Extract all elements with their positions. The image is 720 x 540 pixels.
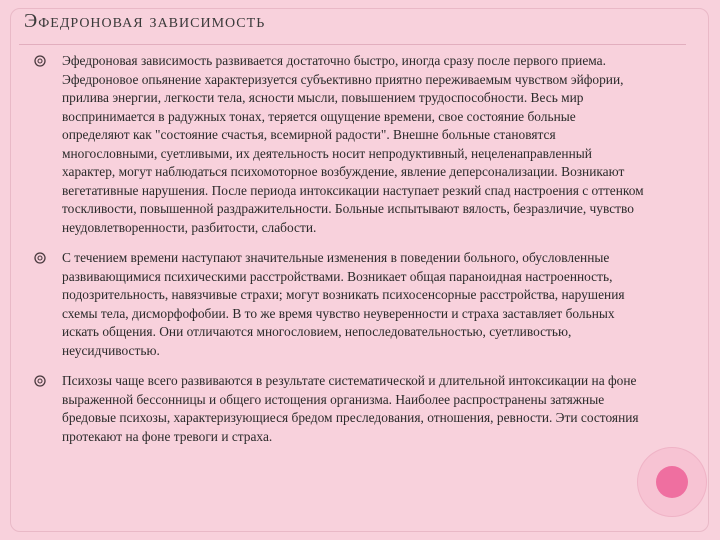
bullet-marker-icon: [34, 55, 46, 67]
bullet-marker-icon: [34, 375, 46, 387]
bullet-text: Эфедроновая зависимость развивается достаточно быстро, иногда сразу после первого приема. Эфедроновое опьянение характеризуется субъективно приятно переживаемым чувством эйфории, прилива энергии, легкости тела, ясности мысли, повышением трудоспособности. Весь мир воспринимается в радужных тонах, теряется ощущение времени, свое состояние больные определяют как "состояние счастья, всемирной радости". Внешне больные становятся многословными, суетливыми, их деятельность носит непродуктивный, нецеленаправленный характер, могут наблюдаться психомоторное возбуждение, явление деперсонализации. Возникают вегетативные нарушения. После периода интоксикации наступает резкий спад настроения с оттенком тоскливости, повышенной раздражительности. Больные испытывают вялость, безразличие, чувство неудовлетворенности, разбитости, слабости.: [62, 53, 644, 235]
bullet-item: [34, 52, 646, 237]
decorative-circle-inner: [656, 466, 688, 498]
bullet-text: Психозы чаще всего развиваются в результате систематической и длительной интоксикации на фоне выраженной бессонницы и общего истощения организма. Наиболее распространены затяжные бредовые психозы, характеризующиеся бредом преследования, отношения, ревности. Эти состояния протекают на фоне тревоги и страха.: [62, 373, 639, 444]
bullet-item: [34, 372, 646, 446]
bullet-item: [34, 249, 646, 360]
title-divider: [19, 44, 686, 45]
bullet-text: С течением времени наступают значительные изменения в поведении больного, обусловленные развивающимися психическими расстройствами. Возникает общая параноидная настроенность, подозрительность, навязчивые страхи; могут возникать психосенсорные расстройства, нарушения схемы тела, дисморфофобии. В то же время чувство неуверенности и страха заставляет больных искать общения. Они отличаются многословием, непоследовательностью, суетливостью, неусидчивостью.: [62, 250, 625, 358]
bullet-list: [34, 52, 646, 458]
bullet-marker-icon: [34, 252, 46, 264]
slide-title: Эфедроновая зависимость: [24, 10, 266, 32]
